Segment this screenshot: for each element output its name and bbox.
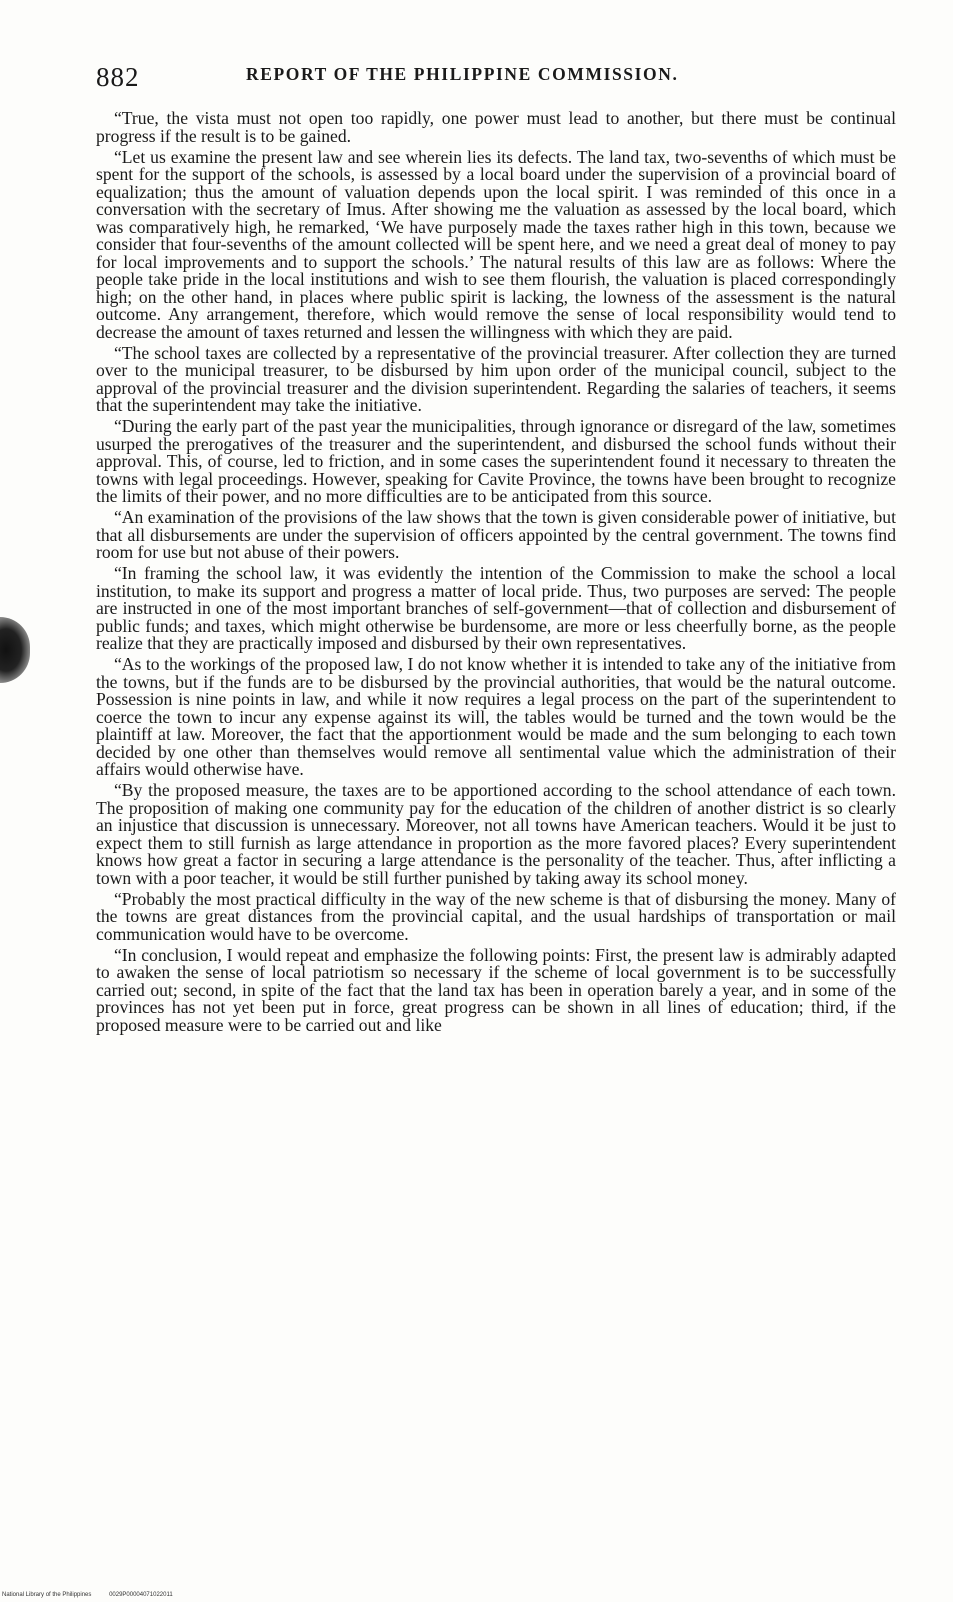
body-text	[96, 110, 896, 1038]
scan-footer	[0, 1588, 953, 1602]
paragraph: “As to the workings of the proposed law, I do not know whether it is intended to take any of the initiative from the towns, but if the funds are to be disbursed by the provincial authorities, that would be the natural outcome. Possession is nine points in law, and while it now requires a legal process on the part of the superintendent to coerce the town to incur any expense against its will, the tables would be turned and the town would be the plaintiff at law. Moreover, the fact that the apportionment would be made and the sum belonging to each town decided by one other than themselves would remove all sentimental value which the administration of their affairs would otherwise have.	[96, 654, 896, 779]
paragraph: “By the proposed measure, the taxes are to be apportioned according to the school attendance of each town. The proposition of making one community pay for the education of the children of another district is so clearly an injustice that discussion is unnecessary. Moreover, not all towns have American teachers. Would it be just to expect them to still furnish as large attendance in proportion as the more favored places? Every superintendent knows how great a factor in securing a large attendance is the personality of the teacher. Thus, after inflicting a town with a poor teacher, it would be still further punished by taking away its school money.	[96, 780, 896, 888]
paragraph: “In framing the school law, it was evidently the intention of the Commission to make the school a local institution, to make its support and progress a matter of local pride. Thus, two purposes are served: The people are instructed in one of the most important branches of self-government—that of collection and disbursement of public funds; and taxes, which might otherwise be burdensome, are more or less cheerfully borne, as the people realize that they are practically imposed and disbursed by their own representatives.	[96, 563, 896, 653]
paragraph: “Probably the most practical difficulty in the way of the new scheme is that of disbursing the money. Many of the towns are great distances from the provincial capital, and the usual hardships of transportation or mail communication would have to be overcome.	[96, 888, 896, 944]
page-header	[96, 62, 896, 102]
paragraph: “An examination of the provisions of the law shows that the town is given considerable power of initiative, but that all disbursements are under the supervision of officers appointed by the central government. The towns find room for use but not abuse of their powers.	[96, 507, 896, 562]
running-head: REPORT OF THE PHILIPPINE COMMISSION.	[246, 64, 679, 84]
paragraph: “During the early part of the past year the municipalities, through ignorance or disregard of the law, sometimes usurped the prerogatives of the treasurer and the superintendent, and disbursed the school funds without their approval. This, of course, led to friction, and in some cases the superintendent found it necessary to threaten the towns with legal proceedings. However, speaking for Cavite Province, the towns have been brought to recognize the limits of their power, and no more difficulties are to be anticipated from this source.	[96, 416, 896, 506]
scan-identifier: 0029P00004071022011	[109, 1592, 173, 1598]
scan-smudge	[0, 617, 30, 683]
paragraph: “Let us examine the present law and see wherein lies its defects. The land tax, two-sevenths of which must be spent for the support of the schools, is assessed by a local board under the supervision of a provincial board of equalization; thus the amount of valuation depends upon the local spirit. I was reminded of this once in a conversation with the secretary of Imus. After showing me the valuation as assessed by the local board, which was comparatively high, he remarked, ‘We have purposely made the taxes rather high in this town, because we consider that four-sevenths of the amount collected will be spent here, and we need a great deal of money to pay for local improvements and to support the schools.’ The natural results of this law are as follows: Where the people take pride in the local institutions and wish to see them flourish, the valuation is placed correspondingly high; on the other hand, in places where public spirit is lacking, the lowness of the assessment is the natural outcome. Any arrangement, therefore, which would remove the sense of local responsibility would tend to decrease the amount of taxes returned and lessen the willingness with which they are paid.	[96, 146, 896, 342]
page-number: 882	[96, 62, 140, 92]
library-credit: National Library of the Philippines	[2, 1592, 92, 1598]
paragraph: “The school taxes are collected by a representative of the provincial treasurer. After collection they are turned over to the municipal treasurer, to be disbursed by him upon order of the municipal council, subject to the approval of the provincial treasurer and the division superintendent. Regarding the salaries of teachers, it seems that the superintendent may take the initiative.	[96, 342, 896, 415]
paragraph: “In conclusion, I would repeat and emphasize the following points: First, the present law is admirably adapted to awaken the sense of local patriotism so necessary if the scheme of local government is to be successfully carried out; second, in spite of the fact that the land tax has been in operation barely a year, and in some of the provinces has not yet been put in force, great progress can be shown in all lines of education; third, if the proposed measure were to be carried out and like	[96, 944, 896, 1035]
paragraph: “True, the vista must not open too rapidly, one power must lead to another, but there must be continual progress if the result is to be gained.	[96, 108, 896, 146]
